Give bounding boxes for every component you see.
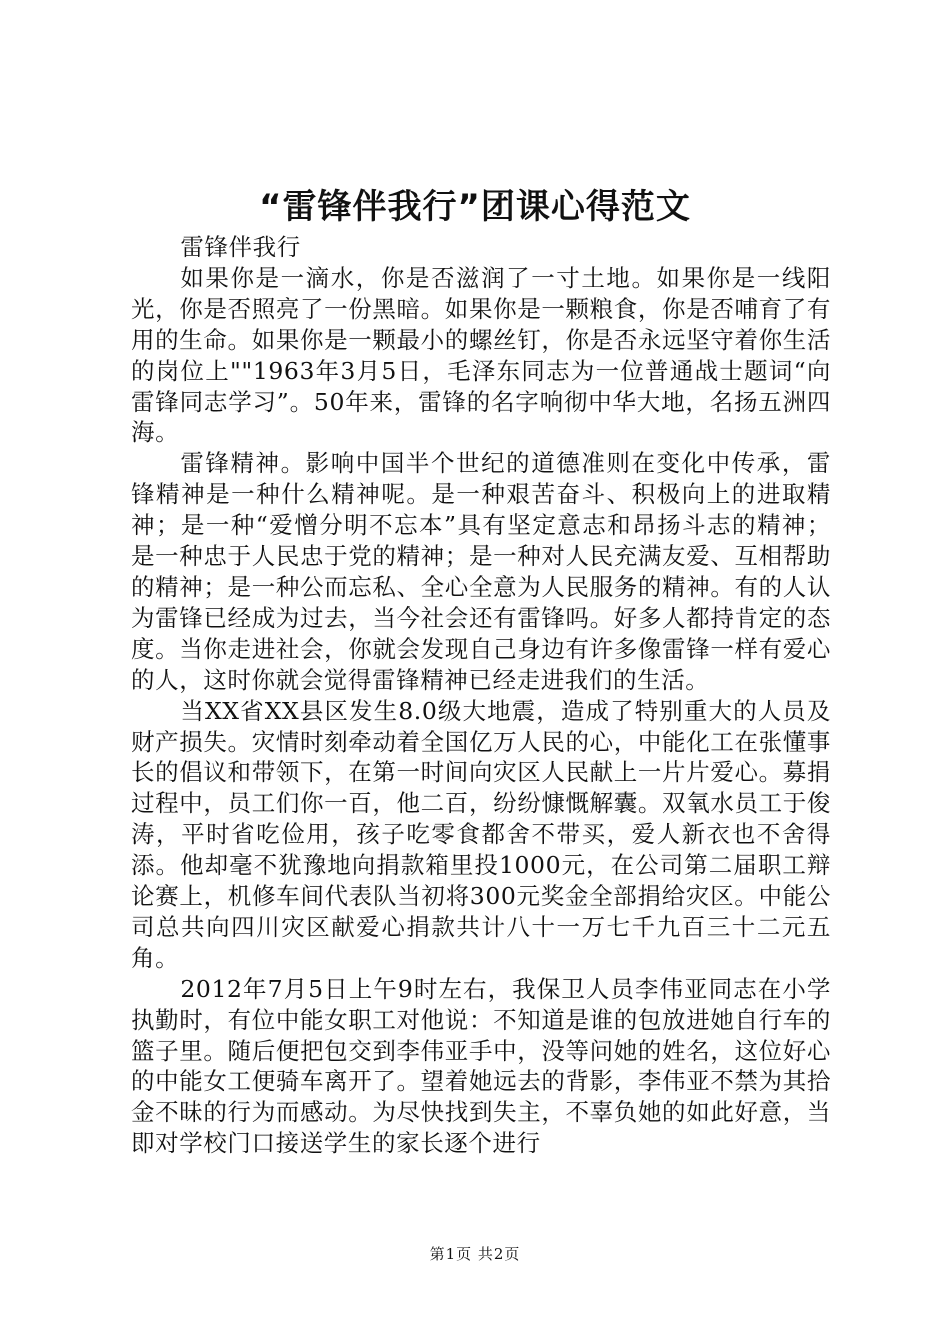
body-paragraph: 雷锋精神。影响中国半个世纪的道德准则在变化中传承，雷锋精神是一种什么精神呢。是一种艰苦奋斗、积极向上的进取精神；是一种“爱憎分明不忘本”具有坚定意志和昂扬斗志的精神；是一种忠于人民忠于党的精神；是一种对人民充满友爱、互相帮助的精神；是一种公而忘私、全心全意为人民服务的精神。有的人认为雷锋已经成为过去，当今社会还有雷锋吗。好多人都持肯定的态度。当你走进社会，你就会发现自己身边有许多像雷锋一样有爱心的人，这时你就会觉得雷锋精神已经走进我们的生活。 [131,449,831,694]
body-paragraph: 当XX省XX县区发生8.0级大地震，造成了特别重大的人员及财产损失。灾情时刻牵动着全国亿万人民的心，中能化工在张懂事长的倡议和带领下，在第一时间向灾区人民献上一片片爱心。募捐过程中，员工们你一百，他二百，纷纷慷慨解囊。双氧水员工于俊涛，平时省吃俭用，孩子吃零食都舍不带买，爱人新衣也不舍得添。他却毫不犹豫地向捐款箱里投1000元，在公司第二届职工辩论赛上，机修车间代表队当初将300元奖金全部捐给灾区。中能公司总共向四川灾区献爱心捐款共计八十一万七千九百三十二元五角。 [131,696,831,972]
page-number-footer: 第1页 共2页 [429,1245,521,1263]
document-body [131,232,831,1159]
body-paragraph: 如果你是一滴水，你是否滋润了一寸土地。如果你是一线阳光，你是否照亮了一份黑暗。如果你是一颗粮食，你是否哺育了有用的生命。如果你是一颗最小的螺丝钉，你是否永远坚守着你生活的岗位上""1963年3月5日，毛泽东同志为一位普通战士题词“向雷锋同志学习”。50年来，雷锋的名字响彻中华大地，名扬五洲四海。 [131,263,831,447]
subtitle-paragraph: 雷锋伴我行 [180,233,301,261]
body-paragraph: 2012年7月5日上午9时左右，我保卫人员李伟亚同志在小学执勤时，有位中能女职工对他说：不知道是谁的包放进她自行车的篮子里。随后便把包交到李伟亚手中，没等问她的姓名，这位好心的中能女工便骑车离开了。望着她远去的背影，李伟亚不禁为其拾金不昧的行为而感动。为尽快找到失主，不辜负她的如此好意，当即对学校门口接送学生的家长逐个进行 [131,974,831,1158]
document-title: “雷锋伴我行”团课心得范文 [259,187,691,227]
